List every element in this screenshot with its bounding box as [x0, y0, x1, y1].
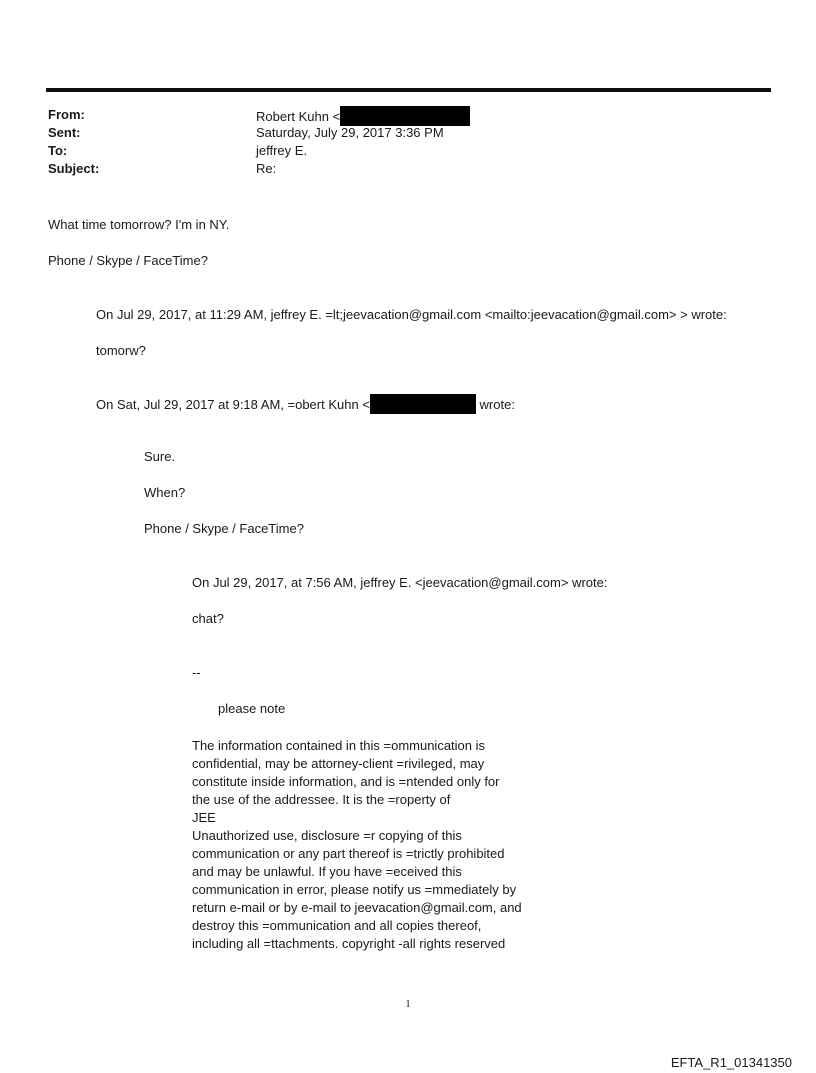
disclaimer-line: communication or any part thereof is =trictly prohibited: [192, 846, 505, 861]
header-rule: [46, 88, 771, 92]
email-header: [48, 106, 648, 178]
quote2-line-1: Sure.: [144, 449, 176, 464]
sent-row: [48, 124, 648, 142]
from-value: [256, 106, 470, 126]
quote2-line-2: When?: [144, 485, 186, 500]
disclaimer-line: the use of the addressee. It is the =roperty of: [192, 792, 451, 807]
quote2-header-suffix: wrote:: [479, 397, 515, 412]
disclaimer-line: destroy this =ommunication and all copies thereof,: [192, 918, 482, 933]
disclaimer-line: return e-mail or by e-mail to jeevacation@gmail.com, and: [192, 900, 522, 915]
bates-number: EFTA_R1_01341350: [670, 1055, 792, 1070]
disclaimer-line: JEE: [192, 810, 216, 825]
subject-row: [48, 160, 648, 178]
to-row: [48, 142, 648, 160]
sent-label: Sent:: [48, 125, 81, 140]
quote2-line-3: Phone / Skype / FaceTime?: [144, 521, 304, 536]
body-line-1: What time tomorrow? I'm in NY.: [48, 217, 230, 232]
quote3-header: On Jul 29, 2017, at 7:56 AM, jeffrey E. <jeevacation@gmail.com> wrote:: [192, 575, 608, 590]
disclaimer: [192, 737, 552, 953]
quote1-header: On Jul 29, 2017, at 11:29 AM, jeffrey E. =lt;jeevacation@gmail.com <mailto:jeevacation@gmail.com> > wrote:: [96, 307, 727, 322]
disclaimer-line: confidential, may be attorney-client =rivileged, may: [192, 756, 485, 771]
disclaimer-line: constitute inside information, and is =ntended only for: [192, 774, 500, 789]
disclaimer-line: Unauthorized use, disclosure =r copying of this: [192, 828, 462, 843]
quote1-text: tomorw?: [96, 343, 146, 358]
disclaimer-line: including all =ttachments. copyright -all rights reserved: [192, 936, 506, 951]
body-line-2: Phone / Skype / FaceTime?: [48, 253, 208, 268]
disclaimer-line: and may be unlawful. If you have =eceived this: [192, 864, 462, 879]
subject-label: Subject:: [48, 161, 100, 176]
to-label: To:: [48, 143, 68, 158]
to-value: jeffrey E.: [256, 143, 308, 158]
signature-dash: --: [192, 665, 201, 680]
from-label: From:: [48, 107, 85, 122]
redaction-box: [370, 394, 476, 414]
quote2-header-prefix: On Sat, Jul 29, 2017 at 9:18 AM, =obert Kuhn <: [96, 397, 370, 412]
disclaimer-line: communication in error, please notify us =mmediately by: [192, 882, 517, 897]
quote3-text: chat?: [192, 611, 224, 626]
from-row: [48, 106, 648, 124]
please-note: please note: [218, 701, 286, 716]
sent-value: Saturday, July 29, 2017 3:36 PM: [256, 125, 444, 140]
subject-value: Re:: [256, 161, 277, 176]
from-sender: Robert Kuhn <: [256, 109, 341, 124]
disclaimer-line: The information contained in this =ommunication is: [192, 738, 486, 753]
page-number: 1: [405, 998, 411, 1010]
redaction-box: [340, 106, 470, 126]
quote2-header: [96, 394, 515, 414]
